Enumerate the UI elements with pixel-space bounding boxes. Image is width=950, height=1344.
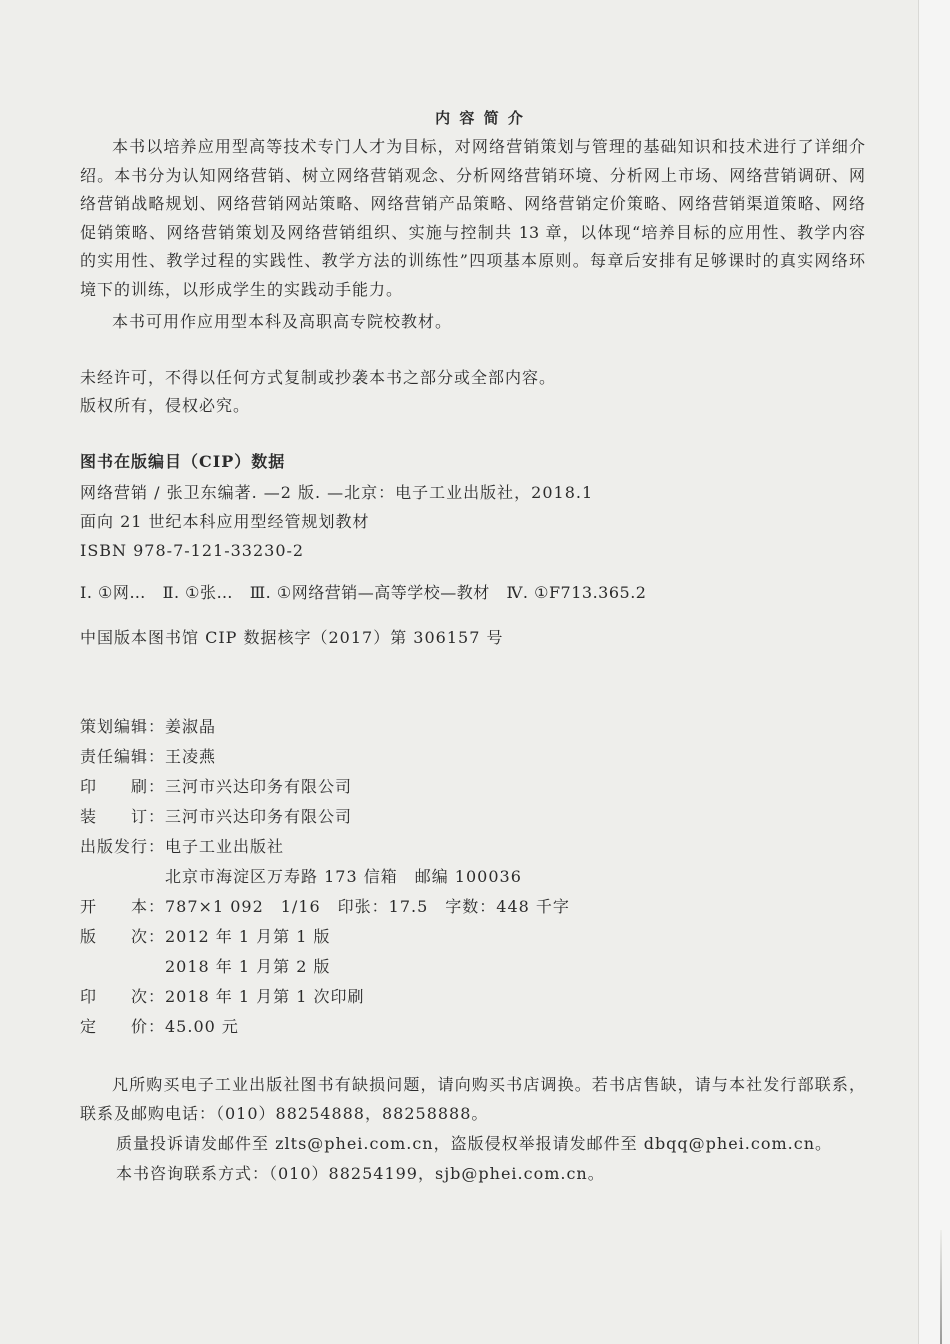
colophon-value: 2018 年 1 月第 1 次印刷 [165,987,365,1006]
colophon-value: 王凌燕 [165,747,217,766]
inquiry-line: 本书咨询联系方式：（010）88254199，sjb@phei.com.cn。 [116,1164,605,1183]
intro-paragraph [80,133,865,305]
page-edge-line [918,0,919,1344]
binding-shadow [940,1230,942,1344]
cip-classification: Ⅰ. ①网… Ⅱ. ①张… Ⅲ. ①网络营销—高等学校—教材 Ⅳ. ①F713.365.2 [80,583,647,602]
colophon-row-publisher [80,832,865,862]
colophon-label: 定 价： [80,1017,166,1036]
colophon-label: 版 次： [80,927,166,946]
colophon-value: 电子工业出版社 [165,837,285,856]
colophon-value: 2012 年 1 月第 1 版 [165,927,331,946]
colophon-value: 三河市兴达印务有限公司 [165,807,353,826]
cip-record [80,478,865,565]
colophon-row-format [80,892,865,922]
colophon-row-printing [80,772,865,802]
colophon-label: 印 刷： [80,777,166,796]
colophon-value: 2018 年 1 月第 2 版 [165,957,331,976]
intro-line: 络营销战略规划、网络营销网站策略、网络营销产品策略、网络营销定价策略、网络营销渠道策略、网络 [80,194,865,214]
colophon-row-edition-second [80,952,865,982]
defect-exchange-notice [80,1070,865,1128]
colophon-row-impression [80,982,865,1012]
colophon-value: 三河市兴达印务有限公司 [165,777,353,796]
colophon-label: 责任编辑： [80,747,166,766]
colophon-value: 北京市海淀区万寿路 173 信箱 邮编 100036 [165,867,522,886]
rights-reserved: 版权所有，侵权必究。 [80,396,251,415]
page-edge-band [919,0,950,1344]
cip-isbn-line: ISBN 978-7-121-33230-2 [80,541,305,560]
intro-line: 境下的训练，以形成学生的实践动手能力。 [80,279,404,299]
colophon-label: 策划编辑： [80,717,166,736]
cip-series-line: 面向 21 世纪本科应用型经管规划教材 [80,512,370,531]
copyright-notice [80,364,865,420]
colophon-value: 45.00 元 [165,1017,239,1036]
colophon-label: 印 次： [80,987,166,1006]
colophon-label: 装 订： [80,807,166,826]
cip-title-line: 网络营销 / 张卫东编著. —2 版. —北京：电子工业出版社，2018.1 [80,483,594,502]
colophon-row-binding [80,802,865,832]
intro-line: 促销策略、网络营销策划及网络营销组织、实施与控制共 13 章，以体现“培养目标的应用性、教学内容 [80,222,865,242]
intro-line: 绍。本书分为认知网络营销、树立网络营销观念、分析网络营销环境、分析网上市场、网络营销调研、网 [80,165,865,185]
cip-verification: 中国版本图书馆 CIP 数据核字（2017）第 306157 号 [80,628,504,647]
intro-line: 本书以培养应用型高等技术专门人才为目标，对网络营销策划与管理的基础知识和技术进行了详细介 [112,137,865,156]
contact-line: 联系及邮购电话：（010）88254888，88258888。 [80,1104,489,1123]
colophon-label: 开 本： [80,897,166,916]
complaint-email-line: 质量投诉请发邮件至 zlts@phei.com.cn，盗版侵权举报请发邮件至 dbqq@phei.com.cn。 [116,1134,833,1153]
colophon-row-planning-editor [80,712,865,742]
colophon-row-edition [80,922,865,952]
contact-line: 凡所购买电子工业出版社图书有缺损问题，请向购买书店调换。若书店售缺，请与本社发行部联系， [112,1075,865,1094]
colophon-row-price [80,1012,865,1042]
colophon-row-responsible-editor [80,742,865,772]
contact-info [80,1129,865,1189]
colophon-label: 出版发行： [80,837,166,856]
intro-line: 的实用性、教学过程的实践性、教学方法的训练性”四项基本原则。每章后安排有足够课时的真实网络环 [80,251,865,271]
colophon-row-publisher-address [80,862,865,892]
intro-usage-note: 本书可用作应用型本科及高职高专院校教材。 [112,312,453,331]
intro-title: 内 容 简 介 [435,109,525,127]
cip-heading: 图书在版编目（CIP）数据 [80,452,286,471]
colophon-value: 787×1 092 1/16 印张：17.5 字数：448 千字 [165,897,570,916]
copy-prohibition: 未经许可，不得以任何方式复制或抄袭本书之部分或全部内容。 [80,368,557,387]
colophon [80,712,865,1042]
colophon-value: 姜淑晶 [165,717,217,736]
